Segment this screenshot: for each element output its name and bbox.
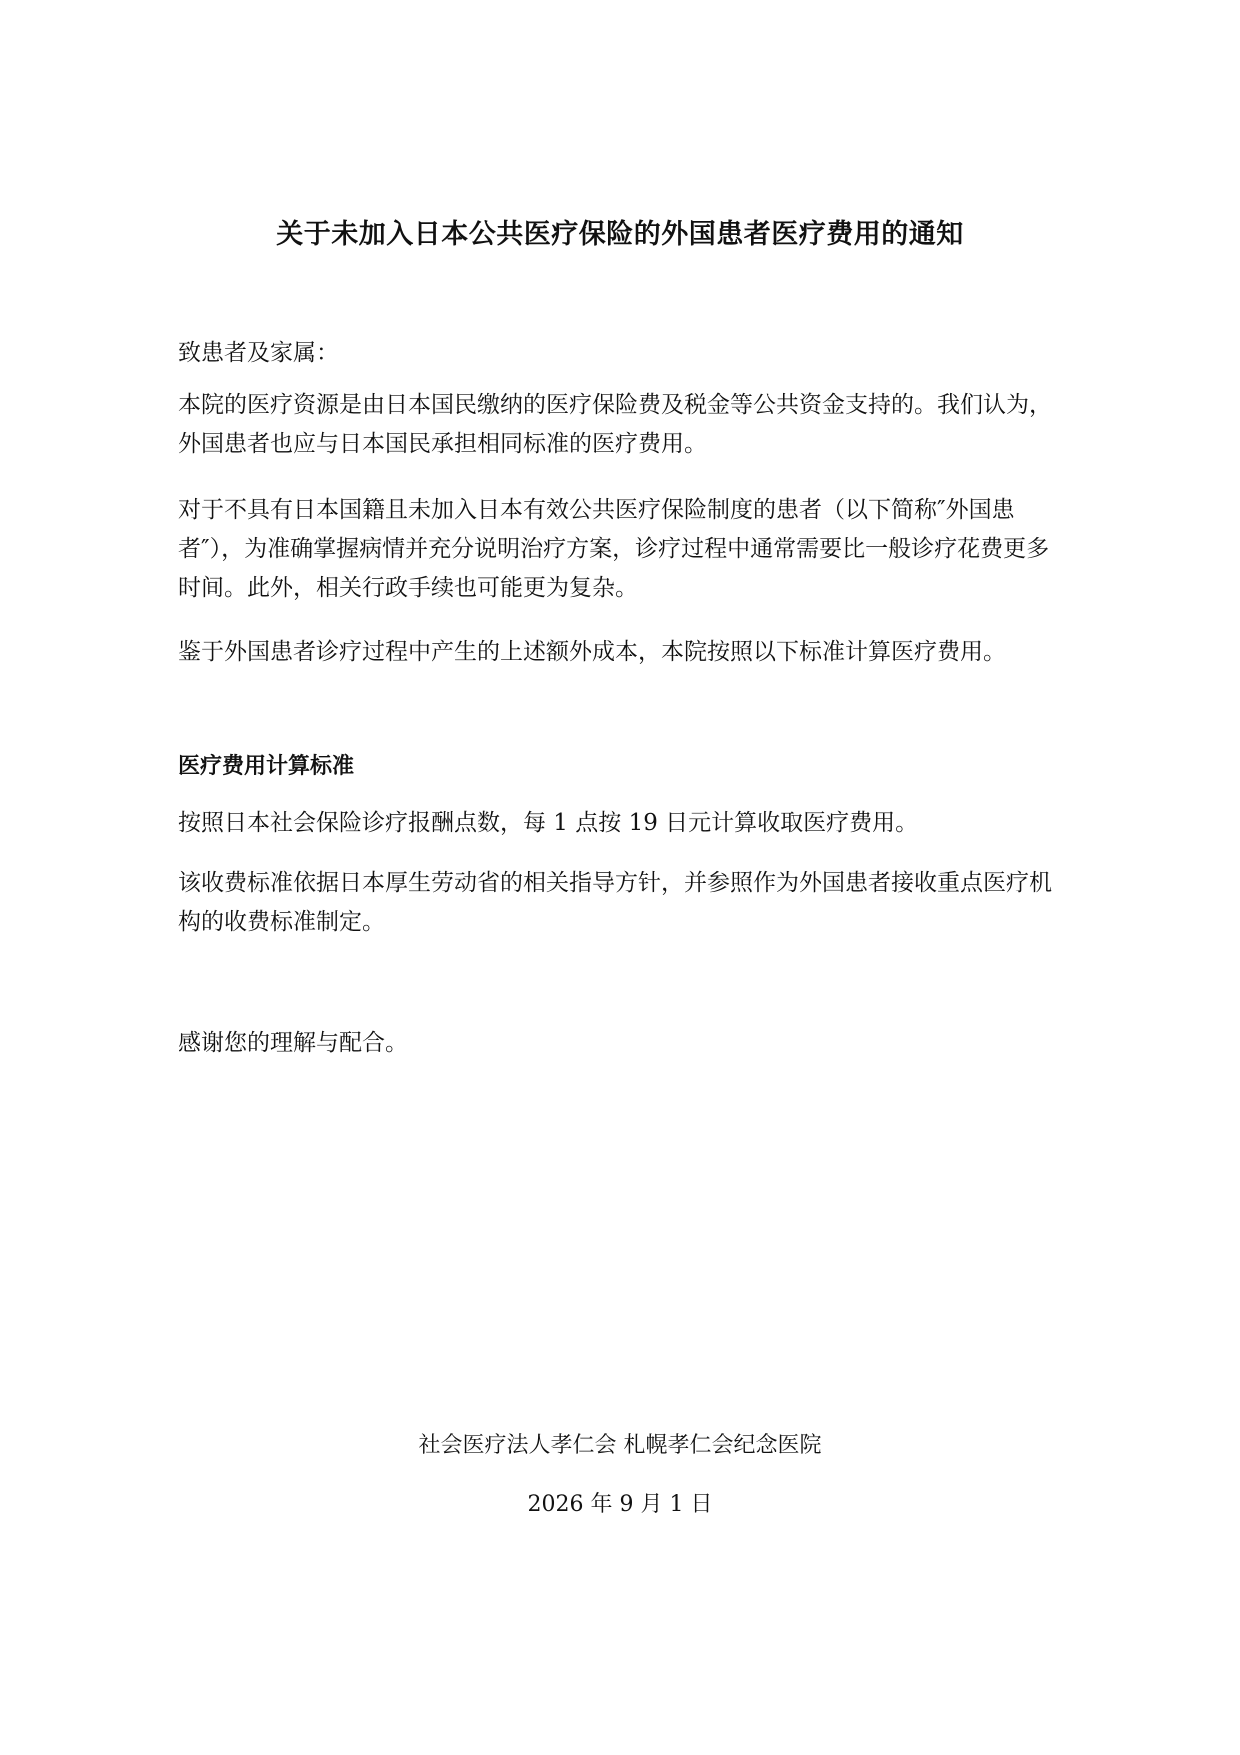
paragraph-text: 本院的医疗资源是由日本国民缴纳的医疗保险费及税金等公共资金支持的。我们认为，外国患者也应与日本国民承担相同标准的医疗费用。: [178, 392, 1052, 457]
paragraph-foreign-patients: [178, 491, 1068, 608]
closing-note: [178, 1024, 1068, 1063]
paragraph-fee-rate: [178, 804, 1068, 843]
closing-text: 感谢您的理解与配合。: [178, 1030, 408, 1056]
paragraph-text: 按照日本社会保险诊疗报酬点数，每 1 点按 19 日元计算收取医疗费用。: [178, 810, 919, 836]
issuer-name: 社会医疗法人孝仁会 札幌孝仁会纪念医院: [418, 1433, 822, 1458]
paragraph-public-funding: [178, 386, 1068, 464]
paragraph-text: 鉴于外国患者诊疗过程中产生的上述额外成本，本院按照以下标准计算医疗费用。: [178, 639, 1006, 665]
section-heading: 医疗费用计算标准: [178, 754, 355, 779]
greeting: [178, 334, 1068, 373]
greeting-text: 致患者及家属：: [178, 340, 339, 366]
document-title: 关于未加入日本公共医疗保险的外国患者医疗费用的通知: [276, 219, 964, 250]
paragraph-fee-basis: [178, 633, 1068, 672]
issue-date: 2026 年 9 月 1 日: [527, 1492, 713, 1517]
paragraph-text: 该收费标准依据日本厚生劳动省的相关指导方针，并参照作为外国患者接收重点医疗机构的收费标准制定。: [178, 870, 1052, 935]
paragraph-fee-guideline: [178, 864, 1068, 942]
paragraph-text: 对于不具有日本国籍且未加入日本有效公共医疗保险制度的患者（以下简称″外国患者″），为准确掌握病情并充分说明治疗方案，诊疗过程中通常需要比一般诊疗花费更多时间。此外，相关行政手续也可能更为复杂。: [178, 497, 1050, 601]
